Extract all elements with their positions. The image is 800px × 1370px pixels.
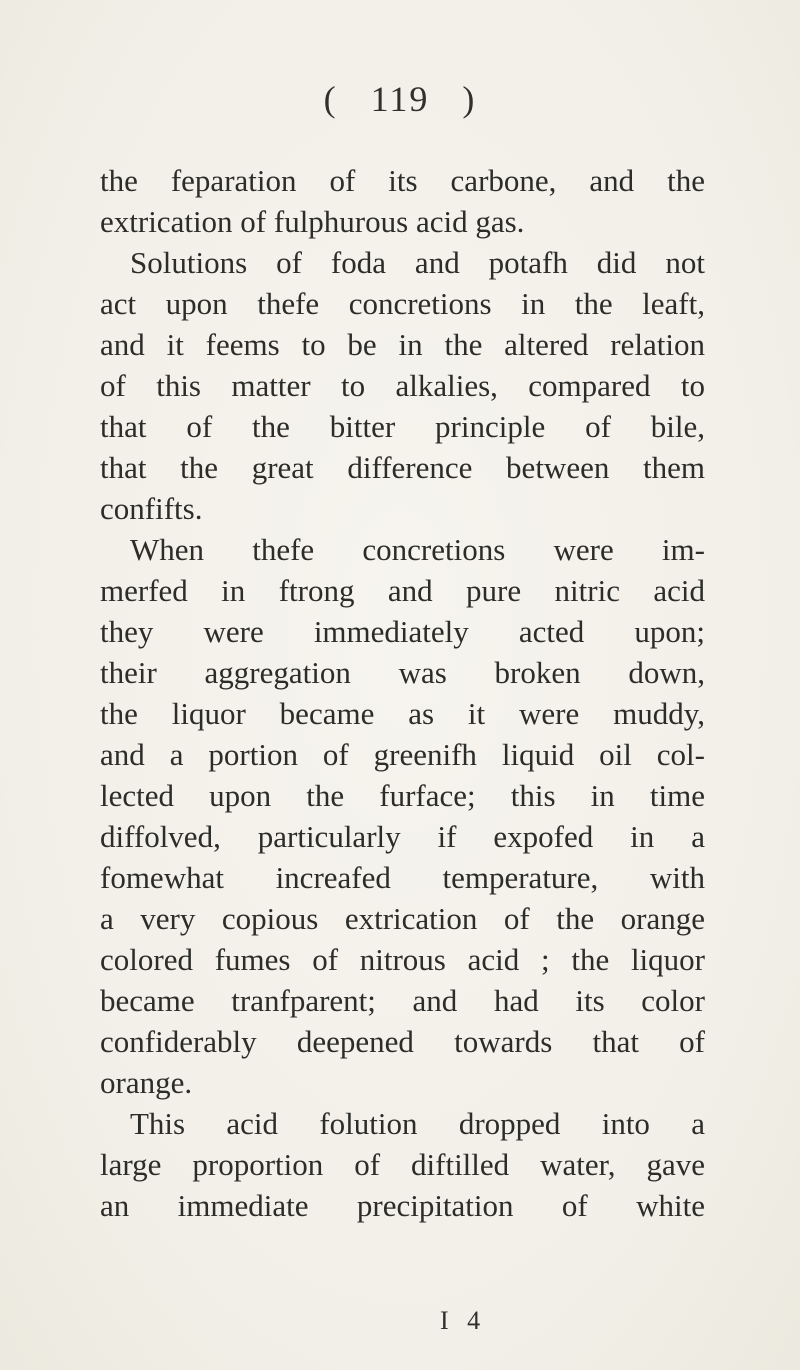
text-line: lected upon the furface; this in time <box>100 778 705 813</box>
text-line: extrication of fulphurous acid gas. <box>100 204 525 239</box>
text-line: large proportion of diftilled water, gave <box>100 1147 705 1182</box>
text-line: they were immediately acted upon; <box>100 614 705 649</box>
text-line: the liquor became as it were muddy, <box>100 696 705 731</box>
text-line: an immediate precipitation of white <box>100 1188 705 1223</box>
body-text <box>100 160 705 1226</box>
open-paren: ( <box>323 79 338 119</box>
text-line: a very copious extrication of the orange <box>100 901 705 936</box>
text-line: fomewhat increafed temperature, with <box>100 860 705 895</box>
text-line: When thefe concretions were im- <box>130 532 705 567</box>
text-line: and it feems to be in the altered relation <box>100 327 705 362</box>
text-line: confifts. <box>100 491 203 526</box>
text-line: the feparation of its carbone, and the <box>100 163 705 198</box>
text-line: This acid folution dropped into a <box>130 1106 705 1141</box>
text-line: of this matter to alkalies, compared to <box>100 368 705 403</box>
page-number: 119 <box>370 79 430 119</box>
text-line: their aggregation was broken down, <box>100 655 705 690</box>
close-paren: ) <box>462 79 477 119</box>
text-line: became tranfparent; and had its color <box>100 983 705 1018</box>
page-header <box>0 78 800 120</box>
text-line: and a portion of greenifh liquid oil col- <box>100 737 705 772</box>
text-line: orange. <box>100 1065 193 1100</box>
text-line: act upon thefe concretions in the leaft, <box>100 286 705 321</box>
signature-mark: I 4 <box>440 1306 487 1335</box>
text-line: Solutions of foda and potafh did not <box>130 245 705 280</box>
text-line: that the great difference between them <box>100 450 705 485</box>
text-line: diffolved, particularly if expofed in a <box>100 819 705 854</box>
text-line: merfed in ftrong and pure nitric acid <box>100 573 705 608</box>
text-line: colored fumes of nitrous acid ; the liquor <box>100 942 705 977</box>
text-line: confiderably deepened towards that of <box>100 1024 705 1059</box>
text-line: that of the bitter principle of bile, <box>100 409 705 444</box>
